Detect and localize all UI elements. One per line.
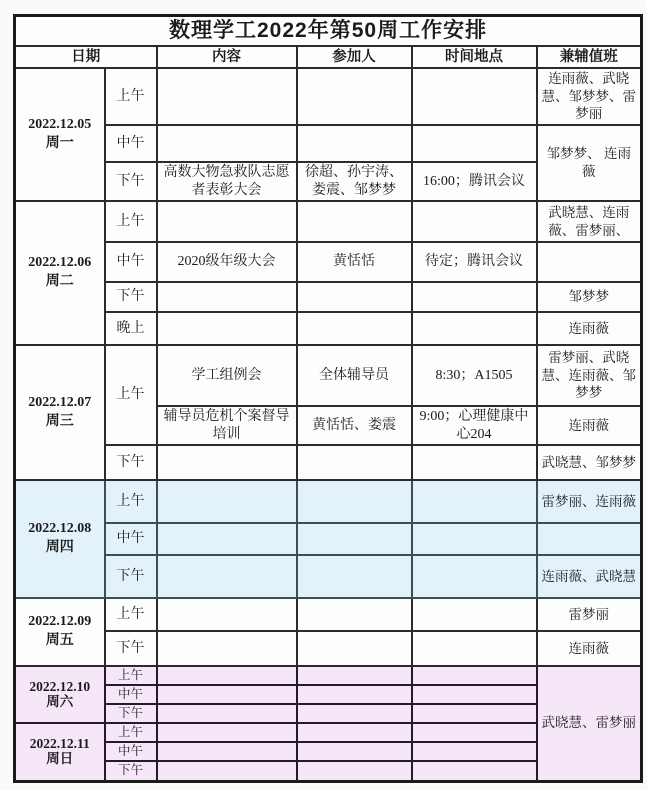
content-cell <box>157 555 297 598</box>
period-cell: 上午 <box>105 345 157 445</box>
period-cell: 中午 <box>105 742 157 761</box>
participants-cell <box>297 125 412 162</box>
content-cell: 高数大物急救队志愿者表彰大会 <box>157 162 297 201</box>
time-place-cell <box>412 523 537 555</box>
time-place-cell <box>412 598 537 631</box>
period-cell: 下午 <box>105 445 157 480</box>
weekday-text: 周一 <box>45 135 74 151</box>
content-cell <box>157 125 297 162</box>
col-header-participants: 参加人 <box>297 46 412 68</box>
period-cell: 晚上 <box>105 312 157 345</box>
participants-cell: 全体辅导员 <box>297 345 412 406</box>
period-cell: 上午 <box>105 598 157 631</box>
time-place-cell <box>412 761 537 781</box>
participants-cell <box>297 666 412 685</box>
weekday-text: 周六 <box>46 693 74 709</box>
date-text: 2022.12.09 <box>28 614 92 630</box>
period-cell: 上午 <box>105 666 157 685</box>
duty-cell: 武晓慧、连雨薇、雷梦丽、 <box>537 201 642 242</box>
col-header-content: 内容 <box>157 46 297 68</box>
col-header-time-place: 时间地点 <box>412 46 537 68</box>
period-cell: 中午 <box>105 125 157 162</box>
weekday-text: 周三 <box>45 413 74 429</box>
duty-cell: 雷梦丽、连雨薇 <box>537 480 642 523</box>
col-header-duty: 兼辅值班 <box>537 46 642 68</box>
time-place-cell <box>412 201 537 242</box>
period-cell: 下午 <box>105 555 157 598</box>
duty-cell-weekend: 武晓慧、雷梦丽 <box>537 666 642 781</box>
participants-cell <box>297 201 412 242</box>
period-cell: 上午 <box>105 723 157 742</box>
date-cell-saturday <box>15 666 105 723</box>
weekday-text: 周二 <box>45 274 74 290</box>
period-cell: 中午 <box>105 242 157 282</box>
date-cell-tuesday <box>15 201 105 345</box>
content-cell <box>157 312 297 345</box>
content-cell <box>157 723 297 742</box>
duty-cell: 连雨薇 <box>537 406 642 445</box>
weekday-text: 周日 <box>46 750 74 766</box>
duty-cell: 连雨薇 <box>537 631 642 666</box>
participants-cell <box>297 480 412 523</box>
weekly-schedule-table <box>13 14 643 783</box>
period-cell: 下午 <box>105 704 157 723</box>
time-place-cell <box>412 445 537 480</box>
content-cell <box>157 480 297 523</box>
content-cell: 2020级年级大会 <box>157 242 297 282</box>
duty-cell: 连雨薇、武晓慧、邹梦梦、雷梦丽 <box>537 68 642 125</box>
content-cell <box>157 742 297 761</box>
content-cell <box>157 598 297 631</box>
content-cell <box>157 282 297 312</box>
content-cell <box>157 704 297 723</box>
participants-cell <box>297 555 412 598</box>
time-place-cell <box>412 742 537 761</box>
page-title: 数理学工2022年第50周工作安排 <box>15 16 642 47</box>
participants-cell <box>297 598 412 631</box>
date-cell-sunday <box>15 723 105 781</box>
participants-cell: 黄恬恬、娄震 <box>297 406 412 445</box>
period-cell: 中午 <box>105 685 157 704</box>
date-text: 2022.12.11 <box>29 735 90 751</box>
duty-cell: 邹梦梦、 连雨薇 <box>537 125 642 201</box>
date-cell-wednesday <box>15 345 105 480</box>
period-cell: 上午 <box>105 201 157 242</box>
period-cell: 上午 <box>105 68 157 125</box>
participants-cell <box>297 523 412 555</box>
time-place-cell <box>412 685 537 704</box>
weekday-text: 周四 <box>45 540 74 556</box>
participants-cell <box>297 742 412 761</box>
period-cell: 中午 <box>105 523 157 555</box>
content-cell: 辅导员危机个案督导培训 <box>157 406 297 445</box>
time-place-cell: 8:30；A1505 <box>412 345 537 406</box>
time-place-cell <box>412 666 537 685</box>
time-place-cell <box>412 68 537 125</box>
duty-cell <box>537 523 642 555</box>
content-cell <box>157 666 297 685</box>
duty-cell: 雷梦丽 <box>537 598 642 631</box>
participants-cell <box>297 723 412 742</box>
date-cell-friday <box>15 598 105 666</box>
date-cell-monday <box>15 68 105 201</box>
time-place-cell: 待定；腾讯会议 <box>412 242 537 282</box>
content-cell <box>157 68 297 125</box>
content-cell <box>157 445 297 480</box>
participants-cell <box>297 761 412 781</box>
date-text: 2022.12.08 <box>28 521 92 537</box>
period-cell: 下午 <box>105 282 157 312</box>
content-cell <box>157 201 297 242</box>
time-place-cell <box>412 125 537 162</box>
participants-cell <box>297 685 412 704</box>
period-cell: 下午 <box>105 162 157 201</box>
date-text: 2022.12.10 <box>29 678 91 694</box>
date-text: 2022.12.07 <box>28 394 92 410</box>
content-cell <box>157 685 297 704</box>
time-place-cell <box>412 480 537 523</box>
time-place-cell <box>412 555 537 598</box>
period-cell: 上午 <box>105 480 157 523</box>
period-cell: 下午 <box>105 761 157 781</box>
period-cell: 下午 <box>105 631 157 666</box>
time-place-cell <box>412 704 537 723</box>
content-cell <box>157 631 297 666</box>
duty-cell: 邹梦梦 <box>537 282 642 312</box>
time-place-cell: 9:00；心理健康中心204 <box>412 406 537 445</box>
weekday-text: 周五 <box>45 633 74 649</box>
participants-cell <box>297 68 412 125</box>
content-cell <box>157 523 297 555</box>
duty-cell: 武晓慧、邹梦梦 <box>537 445 642 480</box>
duty-cell: 连雨薇、武晓慧 <box>537 555 642 598</box>
col-header-date: 日期 <box>15 46 157 68</box>
date-text: 2022.12.05 <box>28 116 92 132</box>
participants-cell <box>297 631 412 666</box>
time-place-cell <box>412 282 537 312</box>
time-place-cell <box>412 723 537 742</box>
time-place-cell <box>412 312 537 345</box>
content-cell <box>157 761 297 781</box>
duty-cell: 连雨薇 <box>537 312 642 345</box>
date-text: 2022.12.06 <box>28 255 92 271</box>
participants-cell <box>297 445 412 480</box>
date-cell-thursday <box>15 480 105 598</box>
time-place-cell <box>412 631 537 666</box>
participants-cell <box>297 704 412 723</box>
participants-cell <box>297 312 412 345</box>
duty-cell: 雷梦丽、武晓慧、连雨薇、邹梦梦 <box>537 345 642 406</box>
content-cell: 学工组例会 <box>157 345 297 406</box>
participants-cell: 徐超、孙宇涛、娄震、邹梦梦 <box>297 162 412 201</box>
time-place-cell: 16:00；腾讯会议 <box>412 162 537 201</box>
participants-cell <box>297 282 412 312</box>
duty-cell <box>537 242 642 282</box>
participants-cell: 黄恬恬 <box>297 242 412 282</box>
